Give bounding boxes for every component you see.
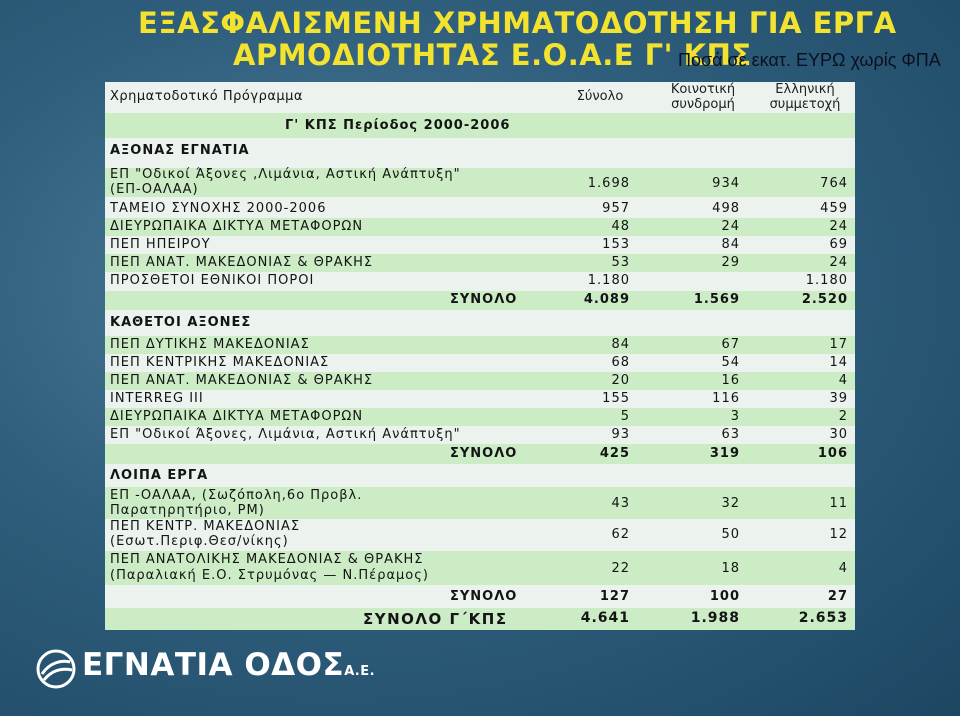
cell-total: 4.641 [580,610,630,626]
cell-greek: 106 [817,446,848,461]
cell-community: 934 [712,176,740,191]
cell-greek: 2 [838,409,848,424]
row-label: ΕΠ "Οδικοί Άξονες ,Λιμάνια, Αστική Ανάπτυξη" [110,167,461,182]
egnatia-logo [36,640,456,700]
cell-greek: 27 [827,589,848,604]
cell-total: 20 [611,373,630,388]
row-label: ΠΕΠ ΗΠΕΙΡΟΥ [110,237,211,252]
subtotal-row-egnatia [105,291,855,310]
section-egnatia-label: ΑΞΟΝΑΣ ΕΓΝΑΤΙΑ [110,143,250,158]
cell-greek: 459 [820,201,848,216]
row-label: ΕΠ -ΟΑΛΑΑ, (Σωζόπολη,6ο Προβλ. [110,488,363,503]
cell-total: 5 [620,409,630,424]
cell-total: 4.089 [583,292,630,307]
cell-greek: 24 [829,219,848,234]
cell-community: 67 [721,337,740,352]
period-label: Γ' ΚΠΣ Περίοδος 2000-2006 [285,118,511,133]
logo-suffix: Α.Ε. [344,664,376,679]
cell-greek: 4 [838,561,848,576]
cell-greek: 14 [829,355,848,370]
row-label-cont: (Παραλιακή Ε.Ο. Στρυμόνας — Ν.Πέραμος) [110,568,429,583]
cell-total: 68 [611,355,630,370]
section-vertical-label: ΚΑΘΕΤΟΙ ΑΞΟΝΕΣ [110,315,252,330]
cell-total: 84 [611,337,630,352]
cell-greek: 2.653 [798,610,848,626]
cell-greek: 69 [829,237,848,252]
table-row [105,272,855,290]
header-community-line1: Κοινοτική [670,82,736,97]
cell-community: 54 [721,355,740,370]
header-program: Χρηματοδοτικό Πρόγραμμα [110,89,304,104]
cell-community: 1.988 [690,610,740,626]
cell-total: 62 [611,527,630,542]
logo-text [82,647,375,683]
row-label: ΔΙΕΥΡΩΠΑΙΚΑ ΔΙΚΤΥΑ ΜΕΤΑΦΟΡΩΝ [110,219,364,234]
cell-greek: 4 [838,373,848,388]
header-community [653,82,753,112]
row-label: ΔΙΕΥΡΩΠΑΙΚΑ ΔΙΚΤΥΑ ΜΕΤΑΦΟΡΩΝ [110,409,364,424]
cell-total: 957 [602,201,630,216]
cell-greek: 2.520 [801,292,848,307]
cell-community: 63 [721,427,740,442]
table-row [105,218,855,236]
row-label: ΠΕΠ ΔΥΤΙΚΗΣ ΜΑΚΕΔΟΝΙΑΣ [110,337,310,352]
cell-greek: 30 [829,427,848,442]
table-row [105,551,855,585]
cell-community: 116 [712,391,740,406]
cell-community: 498 [712,201,740,216]
cell-community: 84 [721,237,740,252]
funding-table [105,82,855,630]
cell-community: 24 [721,219,740,234]
row-label-cont: (ΕΠ-ΟΑΛΑΑ) [110,182,199,197]
header-community-line2: συνδρομή [671,97,735,112]
cell-community: 32 [721,496,740,511]
cell-total: 43 [611,496,630,511]
cell-greek: 24 [829,255,848,270]
cell-community: 16 [721,373,740,388]
page-title-line2: ΑΡΜΟΔΙΟΤΗΤΑΣ Ε.Ο.Α.Ε Γ' ΚΠΣ [233,38,752,72]
table-row [105,487,855,519]
row-label: ΠΡΟΣΘΕΤΟΙ ΕΘΝΙΚΟΙ ΠΟΡΟΙ [110,273,315,288]
cell-greek: 1.180 [805,273,848,288]
cell-total: 1.180 [587,273,630,288]
cell-total: 153 [602,237,630,252]
grand-total-row [105,608,855,630]
header-greek-line2: συμμετοχή [769,97,841,112]
row-label: ΕΠ "Οδικοί Άξονες, Λιμάνια, Αστική Ανάπτυξη" [110,427,461,442]
table-row [105,390,855,408]
subtotal-row-other [105,587,855,607]
cell-community: 18 [721,561,740,576]
section-other-label: ΛΟΙΠΑ ΕΡΓΑ [110,468,209,483]
cell-community: 319 [709,446,740,461]
table-row [105,336,855,354]
logo-name: ΕΓΝΑΤΙΑ ΟΔΟΣ [82,647,345,683]
cell-total: 425 [599,446,630,461]
row-label: ΠΕΠ ΑΝΑΤ. ΜΑΚΕΔΟΝΙΑΣ & ΘΡΑΚΗΣ [110,373,374,388]
period-band [105,113,855,138]
header-total: Σύνολο [576,89,624,104]
amounts-note: Ποσά σε εκατ. ΕΥΡΩ χωρίς ΦΠΑ [678,50,941,70]
subtotal-label: ΣΥΝΟΛΟ [450,446,518,461]
cell-greek: 764 [820,176,848,191]
cell-total: 1.698 [587,176,630,191]
cell-community: 3 [730,409,740,424]
cell-community: 100 [709,589,740,604]
table-row [105,200,855,218]
row-label: ΠΕΠ ΑΝΑΤΟΛΙΚΗΣ ΜΑΚΕΔΟΝΙΑΣ & ΘΡΑΚΗΣ [110,552,424,567]
cell-total: 93 [611,427,630,442]
cell-total: 48 [611,219,630,234]
table-row [105,254,855,272]
egnatia-logo-icon [36,648,76,690]
page-title-line1: ΕΞΑΣΦΑΛΙΣΜΕΝΗ ΧΡΗΜΑΤΟΔΟΤΗΣΗ ΓΙΑ ΕΡΓΑ [138,6,897,40]
table-row [105,408,855,426]
cell-greek: 39 [829,391,848,406]
subtotal-label: ΣΥΝΟΛΟ [450,589,518,604]
row-label-cont: Παρατηρητήριο, ΡΜ) [110,503,265,518]
grand-total-label: ΣΥΝΟΛΟ Γ΄ΚΠΣ [363,610,508,628]
cell-greek: 11 [829,496,848,511]
cell-community: 1.569 [693,292,740,307]
table-row [105,354,855,372]
table-row [105,236,855,254]
cell-total: 155 [602,391,630,406]
table-row [105,519,855,551]
row-label: INTERREG III [110,391,204,406]
row-label-cont: (Εσωτ.Περιφ.Θεσ/νίκης) [110,534,289,549]
cell-greek: 12 [829,527,848,542]
cell-greek: 17 [829,337,848,352]
row-label: ΠΕΠ ΚΕΝΤΡΙΚΗΣ ΜΑΚΕΔΟΝΙΑΣ [110,355,330,370]
header-greek-line1: Ελληνική [775,82,835,97]
table-row [105,168,855,197]
cell-total: 127 [599,589,630,604]
cell-total: 53 [611,255,630,270]
table-row [105,426,855,444]
row-label: ΠΕΠ ΑΝΑΤ. ΜΑΚΕΔΟΝΙΑΣ & ΘΡΑΚΗΣ [110,255,374,270]
header-greek [755,82,855,112]
cell-community: 29 [721,255,740,270]
subtotal-label: ΣΥΝΟΛΟ [450,292,518,307]
cell-community: 50 [721,527,740,542]
cell-total: 22 [611,561,630,576]
table-row [105,372,855,390]
row-label: ΠΕΠ ΚΕΝΤΡ. ΜΑΚΕΔΟΝΙΑΣ [110,519,301,534]
subtotal-row-vertical [105,444,855,464]
row-label: ΤΑΜΕΙΟ ΣΥΝΟΧΗΣ 2000-2006 [110,201,327,216]
